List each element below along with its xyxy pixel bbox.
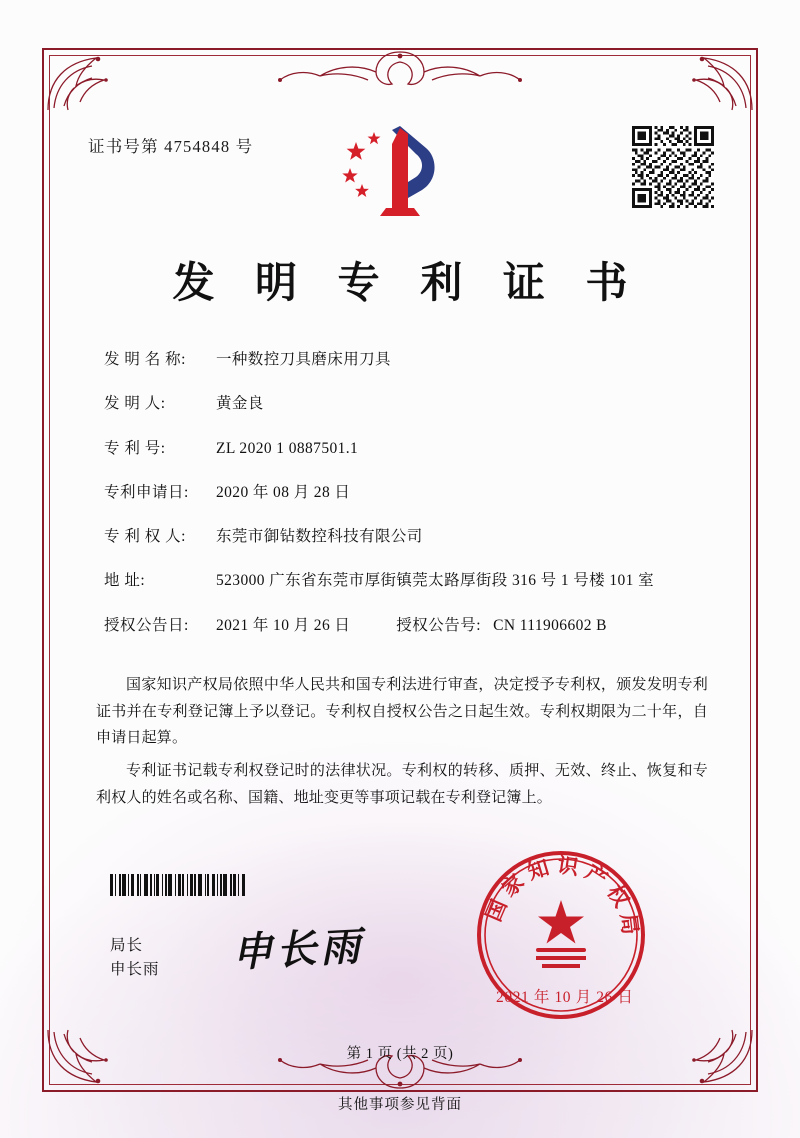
top-center-ornament bbox=[250, 46, 550, 92]
field-label: 发 明 人: bbox=[104, 395, 166, 413]
field-grant-announcement bbox=[104, 614, 704, 637]
signature-role: 局长 bbox=[110, 937, 144, 954]
footer-note: 其他事项参见背面 bbox=[338, 1097, 462, 1113]
signature-block bbox=[110, 934, 160, 982]
page-title: 发 明 专 利 证 书 bbox=[172, 258, 641, 307]
field-value: 东莞市御钻数控科技有限公司 bbox=[216, 528, 423, 545]
field-value: 一种数控刀具磨床用刀具 bbox=[216, 351, 391, 368]
field-inventor bbox=[104, 392, 704, 415]
field-value-secondary: CN 111906602 B bbox=[493, 616, 607, 634]
field-label: 专 利 号: bbox=[104, 439, 166, 457]
svg-text:国家知识产权局: 国家知识产权局 bbox=[480, 851, 645, 942]
field-application-date bbox=[104, 481, 704, 504]
page-number: 第 1 页 (共 2 页) bbox=[346, 1046, 454, 1062]
field-address bbox=[104, 569, 704, 592]
field-label: 授权公告日: bbox=[104, 616, 189, 634]
field-value: 523000 广东省东莞市厚街镇莞太路厚街段 316 号 1 号楼 101 室 bbox=[216, 572, 654, 590]
field-patent-number bbox=[104, 437, 704, 460]
seal-date: 2021 年 10 月 26 日 bbox=[496, 989, 634, 1006]
field-value: 2021 年 10 月 26 日 bbox=[216, 616, 351, 634]
field-list bbox=[104, 348, 704, 658]
legal-text bbox=[96, 672, 708, 817]
field-label: 专 利 权 人: bbox=[104, 528, 186, 545]
signature-name: 申长雨 bbox=[110, 961, 160, 979]
field-value: ZL 2020 1 0887501.1 bbox=[216, 439, 359, 457]
barcode bbox=[110, 874, 310, 896]
field-label: 发 明 名 称: bbox=[104, 351, 186, 368]
certificate-number: 证书号第 4754848 号 bbox=[88, 137, 254, 156]
field-label-secondary: 授权公告号: bbox=[396, 616, 482, 634]
field-value: 黄金良 bbox=[216, 395, 264, 413]
field-value: 2020 年 08 月 28 日 bbox=[216, 483, 351, 501]
qr-code-icon bbox=[632, 126, 714, 208]
corner-ornament-top-left bbox=[44, 50, 136, 114]
paragraph-1: 国家知识产权局依照中华人民共和国专利法进行审查，决定授予专利权，颁发发明专利证书并在专利登记簿上予以登记。专利权自授权公告之日起生效。专利权期限为二十年，自申请日起算。 bbox=[96, 677, 708, 747]
field-patentee bbox=[104, 525, 704, 548]
field-label: 地 址: bbox=[104, 572, 146, 590]
paragraph-2: 专利证书记载专利权登记时的法律状况。专利权的转移、质押、无效、终止、恢复和专利权人的姓名或名称、国籍、地址变更等事项记载在专利登记簿上。 bbox=[96, 763, 708, 806]
field-invention-title bbox=[104, 348, 704, 371]
corner-ornament-top-right bbox=[664, 50, 756, 114]
handwritten-signature: 申长雨 bbox=[231, 922, 366, 977]
cnipa-logo-icon bbox=[334, 120, 466, 224]
field-label: 专利申请日: bbox=[104, 483, 189, 501]
